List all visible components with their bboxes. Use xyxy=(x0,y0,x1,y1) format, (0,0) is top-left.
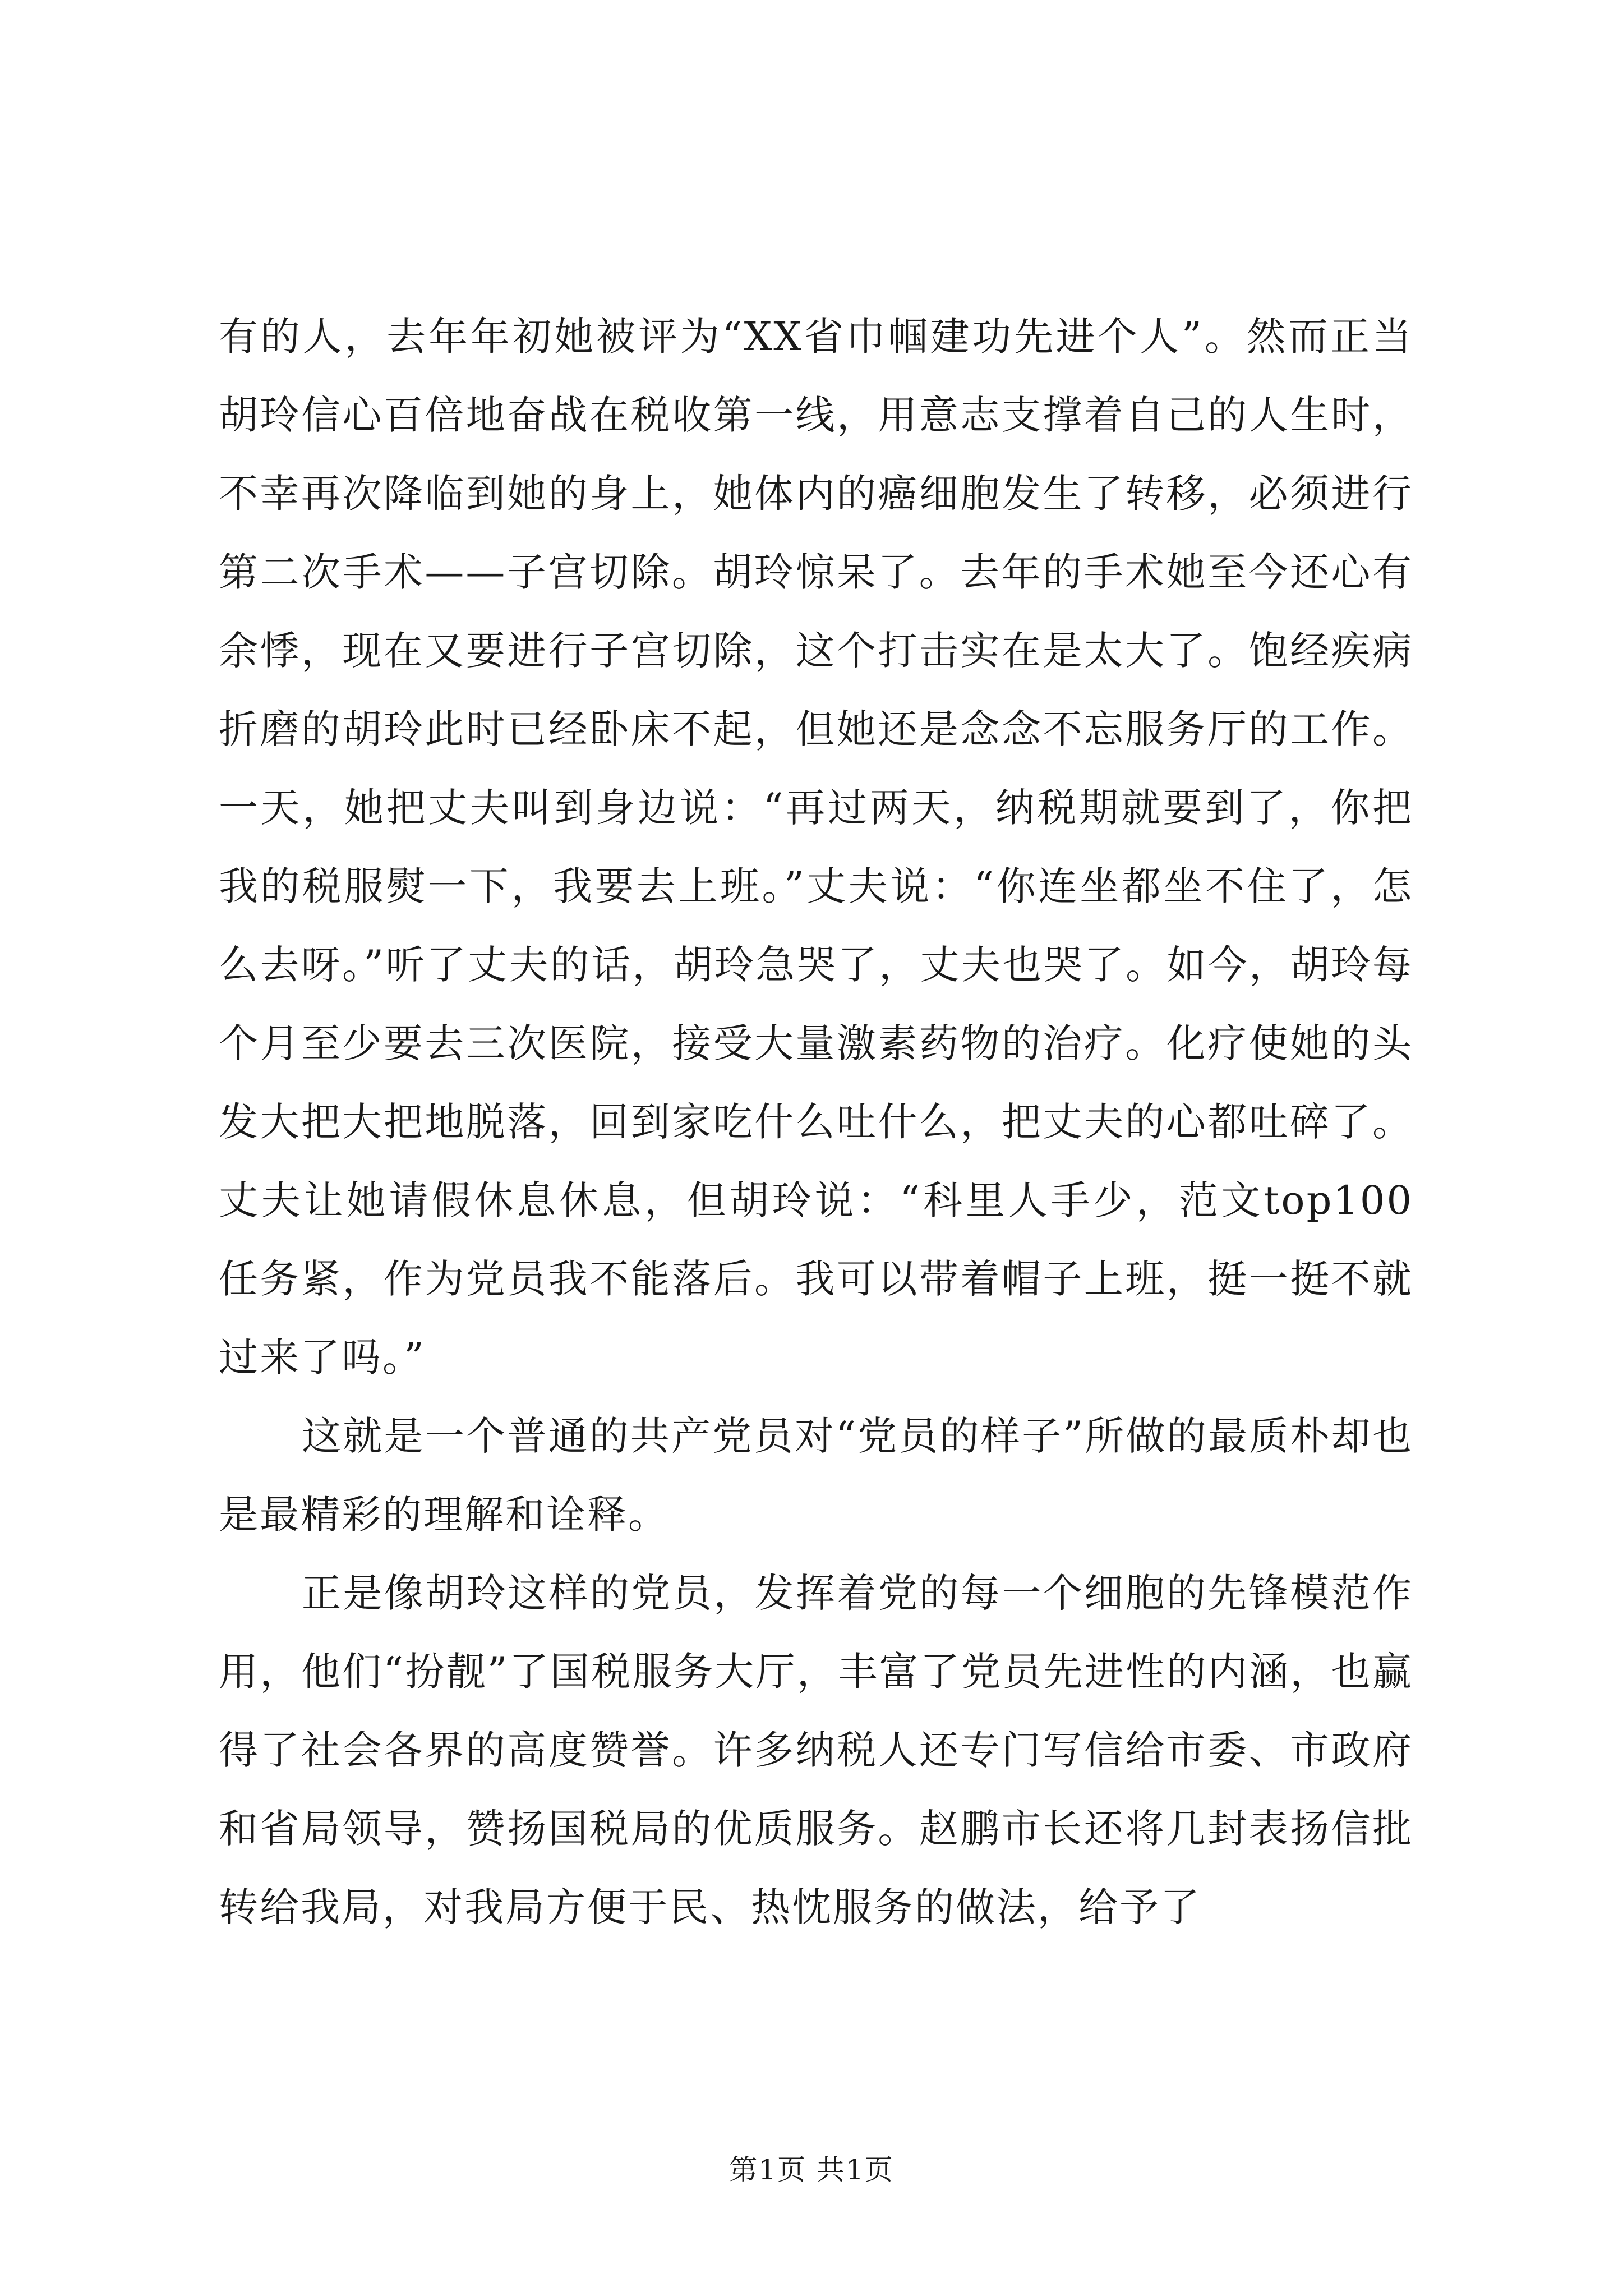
document-body xyxy=(219,297,1413,1947)
paragraph-continuation: 有的人，去年年初她被评为“XX省巾帼建功先进个人”。然而正当胡玲信心百倍地奋战在税收第一线，用意志支撑着自己的人生时，不幸再次降临到她的身上，她体内的癌细胞发生了转移，必须进行第二次手术——子宫切除。胡玲惊呆了。去年的手术她至今还心有余悸，现在又要进行子宫切除，这个打击实在是太大了。饱经疾病折磨的胡玲此时已经卧床不起，但她还是念念不忘服务厅的工作。一天，她把丈夫叫到身边说：“再过两天，纳税期就要到了，你把我的税服熨一下，我要去上班。”丈夫说：“你连坐都坐不住了，怎么去呀。”听了丈夫的话，胡玲急哭了，丈夫也哭了。如今，胡玲每个月至少要去三次医院，接受大量激素药物的治疗。化疗使她的头发大把大把地脱落，回到家吃什么吐什么，把丈夫的心都吐碎了。丈夫让她请假休息休息，但胡玲说：“科里人手少，范文top100任务紧，作为党员我不能落后。我可以带着帽子上班，挺一挺不就过来了吗。” xyxy=(219,314,1413,1381)
page-number-footer: 第1页 共1页 xyxy=(729,2154,894,2186)
paragraph-summary: 这就是一个普通的共产党员对“党员的样子”所做的最质朴却也是最精彩的理解和诠释。 xyxy=(219,1413,1413,1538)
paragraph-praise: 正是像胡玲这样的党员，发挥着党的每一个细胞的先锋模范作用，他们“扮靓”了国税服务大厅，丰富了党员先进性的内涵，也赢得了社会各界的高度赞誉。许多纳税人还专门写信给市委、市政府和省局领导，赞扬国税局的优质服务。赵鹏市长还将几封表扬信批转给我局，对我局方便于民、热忱服务的做法，给予了 xyxy=(219,1570,1413,1930)
